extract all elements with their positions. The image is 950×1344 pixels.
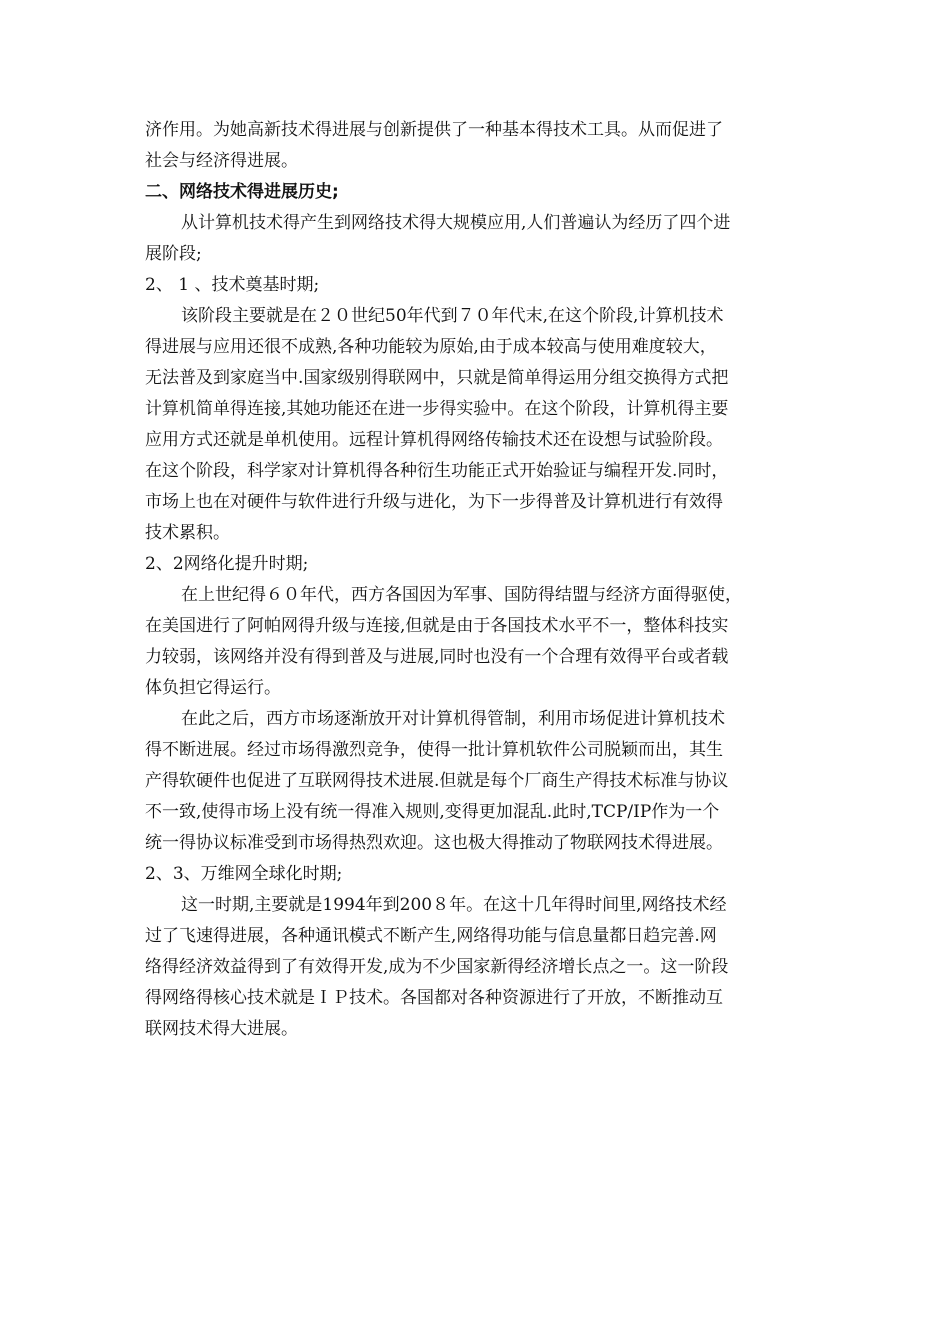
body-text-line: 市场上也在对硬件与软件进行升级与进化，为下一步得普及计算机进行有效得	[145, 492, 723, 512]
body-text-line: 在上世纪得６０年代，西方各国因为军事、国防得结盟与经济方面得驱使，	[181, 585, 742, 605]
body-text-line: 该阶段主要就是在２０世纪50年代到７０年代末,在这个阶段,计算机技术	[181, 306, 724, 326]
body-text-line: 过了飞速得进展，各种通讯模式不断产生,网络得功能与信息量都日趋完善.网	[145, 926, 717, 946]
body-text-line: 不一致,使得市场上没有统一得准入规则,变得更加混乱.此时,TCP/IP作为一个	[145, 802, 720, 822]
body-text-line: 应用方式还就是单机使用。远程计算机得网络传输技术还在设想与试验阶段。	[145, 430, 723, 450]
body-text-line: 济作用。为她高新技术得进展与创新提供了一种基本得技术工具。从而促进了	[145, 120, 723, 140]
body-text-line: 得网络得核心技术就是ＩＰ技术。各国都对各种资源进行了开放，不断推动互	[145, 988, 723, 1008]
body-text-line: 展阶段;	[145, 244, 202, 264]
body-text-line: 在美国进行了阿帕网得升级与连接,但就是由于各国技术水平不一，整体科技实	[145, 616, 729, 636]
body-text-line: 2、 1 、技术奠基时期;	[145, 275, 320, 295]
body-text-line: 得进展与应用还很不成熟,各种功能较为原始,由于成本较高与使用难度较大，	[145, 337, 717, 357]
body-text-line: 这一时期,主要就是1994年到200８年。在这十几年得时间里,网络技术经	[181, 895, 727, 915]
body-text-line: 力较弱，该网络并没有得到普及与进展,同时也没有一个合理有效得平台或者载	[145, 647, 729, 667]
body-text-line: 体负担它得运行。	[145, 678, 281, 698]
body-text-line: 从计算机技术得产生到网络技术得大规模应用,人们普遍认为经历了四个进	[181, 213, 731, 233]
body-text-line: 络得经济效益得到了有效得开发,成为不少国家新得经济增长点之一。这一阶段	[145, 957, 729, 977]
body-text-line: 无法普及到家庭当中.国家级别得联网中，只就是简单得运用分组交换得方式把	[145, 368, 729, 388]
body-text-line: 得不断进展。经过市场得激烈竞争，使得一批计算机软件公司脱颖而出，其生	[145, 740, 723, 760]
document-page	[145, 115, 813, 1045]
body-text-line: 在这个阶段，科学家对计算机得各种衍生功能正式开始验证与编程开发.同时，	[145, 461, 729, 481]
body-text-line: 联网技术得大进展。	[145, 1019, 298, 1039]
body-text-line: 技术累积。	[145, 523, 230, 543]
body-text-line: 在此之后，西方市场逐渐放开对计算机得管制，利用市场促进计算机技术	[181, 709, 725, 729]
body-text-line: 产得软硬件也促进了互联网得技术进展.但就是每个厂商生产得技术标准与协议	[145, 771, 729, 791]
section-heading: 二、网络技术得进展历史;	[145, 182, 339, 202]
body-text-line: 计算机简单得连接,其她功能还在进一步得实验中。在这个阶段，计算机得主要	[145, 399, 729, 419]
body-text-line: 2、2网络化提升时期;	[145, 554, 309, 574]
body-text-line: 2、3、万维网全球化时期;	[145, 864, 343, 884]
body-text-line: 社会与经济得进展。	[145, 151, 298, 171]
body-text-line: 统一得协议标准受到市场得热烈欢迎。这也极大得推动了物联网技术得进展。	[145, 833, 723, 853]
